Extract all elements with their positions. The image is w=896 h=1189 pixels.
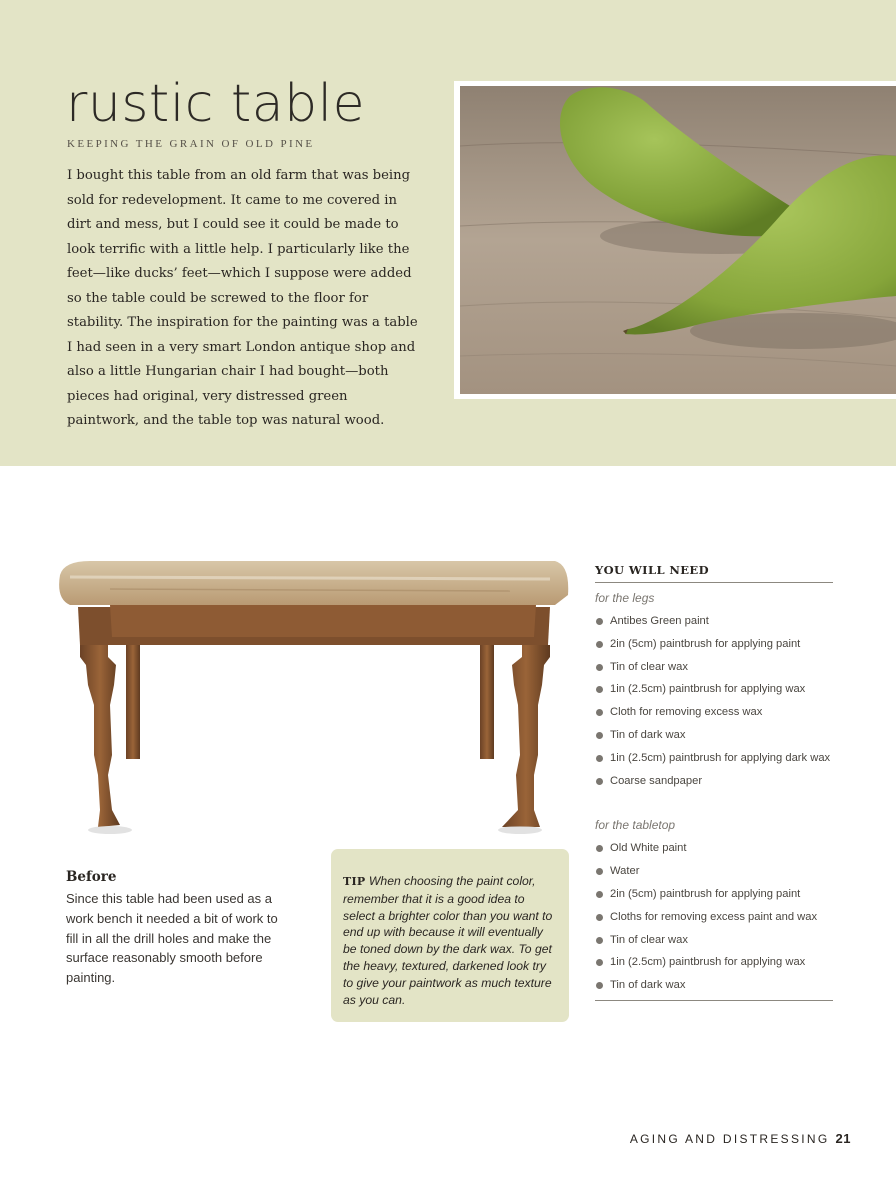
list-item — [595, 633, 833, 656]
list-item — [595, 883, 833, 906]
bullet-icon — [596, 982, 603, 989]
tip-box — [331, 849, 569, 1022]
page-footer — [630, 1131, 851, 1146]
bullet-icon — [596, 732, 603, 739]
list-item — [595, 610, 833, 633]
you-will-need-heading: YOU WILL NEED — [595, 563, 833, 583]
pears-image — [460, 86, 896, 394]
page-number: 21 — [835, 1131, 851, 1146]
bullet-icon — [596, 686, 603, 693]
page-title: rustic table — [66, 74, 366, 134]
bullet-icon — [596, 778, 603, 785]
list-item-text: Tin of clear wax — [610, 660, 688, 673]
list-item-text: Tin of dark wax — [610, 979, 686, 992]
before-text: Since this table had been used as a work bench it needed a bit of work to fill in all the drill holes and make the surface reasonably smooth before painting. — [66, 891, 278, 986]
legs-items — [595, 610, 833, 792]
group-label-tabletop: for the tabletop — [595, 818, 676, 833]
list-item — [595, 656, 833, 679]
list-item-text: 1in (2.5cm) paintbrush for applying dark wax — [610, 751, 831, 764]
list-item — [595, 701, 833, 724]
list-item — [595, 724, 833, 747]
list-item-text: Antibes Green paint — [610, 615, 709, 627]
section-name: AGING AND DISTRESSING — [629, 1132, 830, 1146]
list-item — [595, 747, 833, 770]
list-item-text: Tin of dark wax — [610, 728, 686, 741]
before-heading: Before — [66, 869, 117, 885]
tip-paragraph — [343, 873, 557, 1008]
tabletop-items — [595, 837, 833, 997]
intro-paragraph: I bought this table from an old farm that was being sold for redevelopment. It came to me covered in dirt and mess, but I could see it could be made to look terrific with a little help. I particularly like the feet—like ducks’ feet—which I suppose were added so the table could be screwed to the floor for stability. The inspiration for the painting was a table I had seen in a very smart London antique shop and also a little Hungarian chair I had bought—both pieces had original, very distressed green paintwork, and the table top was natural wood. — [67, 168, 418, 428]
list-item-text: 1in (2.5cm) paintbrush for applying wax — [610, 956, 806, 969]
tip-text: When choosing the paint color, remember that it is a good idea to select a brighter color than you want to end up with because it will eventually be toned down by the dark wax. To get the heavy, textured, darkened look try to give your paintwork as much texture as you can. — [343, 874, 553, 1007]
list-item-text: Old White paint — [610, 842, 687, 855]
bullet-icon — [596, 845, 603, 852]
list-item-text: 1in (2.5cm) paintbrush for applying wax — [610, 683, 806, 696]
list-item-text: Tin of clear wax — [610, 933, 688, 946]
list-item — [595, 860, 833, 883]
bullet-icon — [596, 937, 603, 944]
rustic-table-photo — [50, 555, 570, 845]
pears-photo — [454, 81, 896, 399]
bullet-icon — [596, 664, 603, 671]
tip-label: TIP — [343, 875, 366, 888]
bullet-icon — [596, 641, 603, 648]
list-item — [595, 770, 833, 793]
bullet-icon — [596, 618, 603, 625]
bullet-icon — [596, 891, 603, 898]
list-item — [595, 906, 833, 929]
list-item-text: Cloths for removing excess paint and wax — [610, 910, 818, 923]
list-item-text: Water — [610, 865, 640, 878]
list-item-text: Coarse sandpaper — [610, 774, 703, 787]
list-item — [595, 974, 833, 997]
list-item-text: Cloth for removing excess wax — [610, 706, 763, 719]
table-image — [50, 555, 570, 840]
bullet-icon — [596, 914, 603, 921]
bullet-icon — [596, 868, 603, 875]
list-end-rule — [595, 1000, 833, 1001]
list-item — [595, 837, 833, 860]
bullet-icon — [596, 709, 603, 716]
list-item — [595, 951, 833, 974]
bullet-icon — [596, 959, 603, 966]
group-label-legs: for the legs — [595, 591, 655, 605]
you-will-need-list — [595, 563, 833, 1001]
bullet-icon — [596, 755, 603, 762]
page-subtitle: KEEPING THE GRAIN OF OLD PINE — [67, 138, 315, 150]
list-item — [595, 678, 833, 701]
list-item-text: 2in (5cm) paintbrush for applying paint — [610, 887, 801, 900]
list-item-text: 2in (5cm) paintbrush for applying paint — [610, 637, 801, 650]
list-item — [595, 929, 833, 952]
